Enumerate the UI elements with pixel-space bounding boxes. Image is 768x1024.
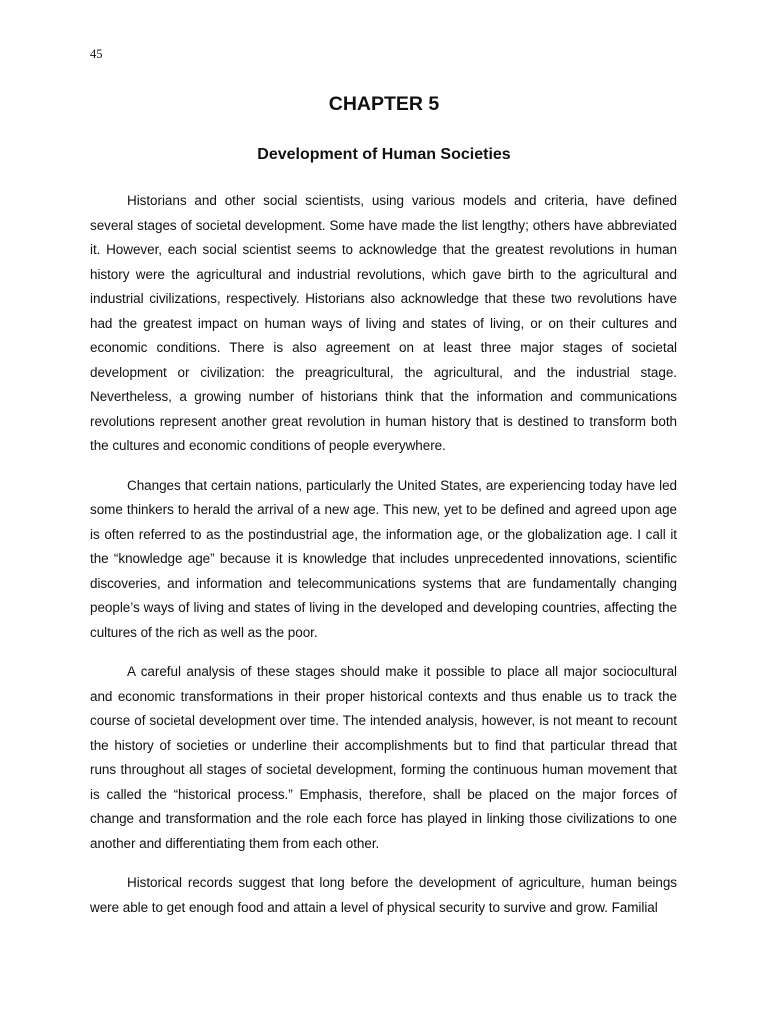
paragraph: Historians and other social scientists, using various models and criteria, have defined several stages of societal development. Some have made the list lengthy; others have abbreviated it. However, each social scientist seems to acknowledge that the greatest revolutions in human history were the agricultural and industrial revolutions, which gave birth to the agricultural and industrial civilizations, respectively. Historians also acknowledge that these two revolutions have had the greatest impact on human ways of living and states of living, or on their cultures and economic conditions. There is also agreement on at least three major stages of societal development or civilization: the preagricultural, the agricultural, and the industrial stage. Nevertheless, a growing number of historians think that the information and communications revolutions represent another great revolution in human history that is destined to transform both the cultures and economic conditions of people everywhere.: [90, 193, 677, 453]
chapter-subtitle: Development of Human Societies: [257, 146, 511, 163]
paragraph: A careful analysis of these stages should make it possible to place all major sociocultural and economic transformations in their proper historical contexts and thus enable us to track the course of societal development over time. The intended analysis, however, is not meant to recount the history of societies or underline their accomplishments but to find that particular thread that runs throughout all stages of societal development, forming the continuous human movement that is called the “historical process.” Emphasis, therefore, shall be placed on the major forces of change and transformation and the role each force has played in linking those civilizations to one another and differentiating them from each other.: [90, 664, 677, 851]
body-text: [90, 189, 677, 935]
paragraph: Changes that certain nations, particularly the United States, are experiencing today have led some thinkers to herald the arrival of a new age. This new, yet to be defined and agreed upon age is often referred to as the postindustrial age, the information age, or the globalization age. I call it the “knowledge age” because it is knowledge that includes unprecedented innovations, scientific discoveries, and information and telecommunications systems that are fundamentally changing people’s ways of living and states of living in the developed and developing countries, affecting the cultures of the rich as well as the poor.: [90, 477, 677, 640]
paragraph: Historical records suggest that long before the development of agriculture, human beings were able to get enough food and attain a level of physical security to survive and grow. Familial: [90, 875, 677, 915]
page-number: 45: [90, 47, 103, 61]
chapter-title: CHAPTER 5: [328, 93, 440, 115]
